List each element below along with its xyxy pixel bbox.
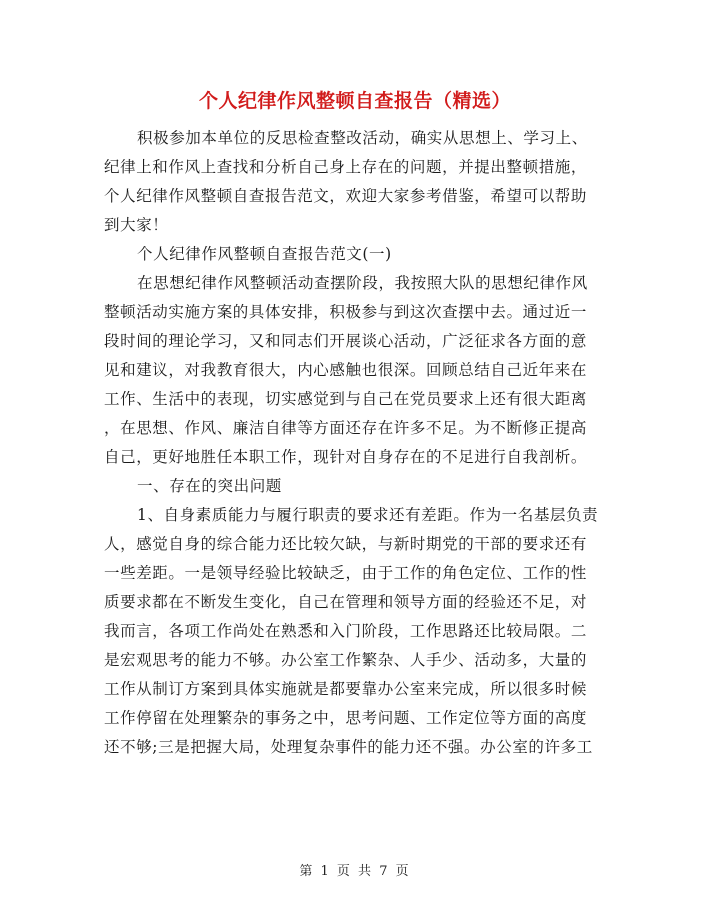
page-footer: 第 1 页 共 7 页	[299, 864, 411, 879]
paragraph-line: 是宏观思考的能力不够。办公室工作繁杂、人手少、活动多，大量的	[104, 651, 588, 669]
paragraph-line: 个人纪律作风整顿自查报告范文，欢迎大家参考借鉴，希望可以帮助	[104, 187, 588, 205]
paragraph-line: 自己，更好地胜任本职工作，现针对自身存在的不足进行自我剖析。	[104, 448, 588, 466]
paragraph-line: 人，感觉自身的综合能力还比较欠缺，与新时期党的干部的要求还有	[104, 535, 588, 553]
section-heading: 个人纪律作风整顿自查报告范文(一)	[137, 245, 392, 263]
paragraph-line: 我而言，各项工作尚处在熟悉和入门阶段，工作思路还比较局限。二	[104, 622, 588, 640]
paragraph-line: 工作、生活中的表现，切实感觉到与自己在党员要求上还有很大距离	[104, 390, 588, 408]
paragraph-line: ，在思想、作风、廉洁自律等方面还存在许多不足。为不断修正提高	[104, 419, 588, 437]
paragraph-line: 1、自身素质能力与履行职责的要求还有差距。作为一名基层负责	[137, 506, 599, 524]
paragraph-line: 还不够;三是把握大局，处理复杂事件的能力还不强。办公室的许多工	[104, 738, 593, 756]
section-heading: 一、存在的突出问题	[137, 477, 282, 495]
paragraph-line: 见和建议，对我教育很大，内心感触也很深。回顾总结自己近年来在	[104, 361, 588, 379]
paragraph-line: 一些差距。一是领导经验比较缺乏，由于工作的角色定位、工作的性	[104, 564, 588, 582]
paragraph-line: 积极参加本单位的反思检查整改活动，确实从思想上、学习上、	[137, 129, 588, 147]
paragraph-line: 工作从制订方案到具体实施就是都要靠办公室来完成，所以很多时候	[104, 680, 588, 698]
paragraph-line: 在思想纪律作风整顿活动查摆阶段，我按照大队的思想纪律作风	[137, 274, 588, 292]
paragraph-line: 到大家！	[104, 216, 169, 234]
paragraph-line: 工作停留在处理繁杂的事务之中，思考问题、工作定位等方面的高度	[104, 709, 588, 727]
paragraph-line: 质要求都在不断发生变化，自己在管理和领导方面的经验还不足，对	[104, 593, 588, 611]
paragraph-line: 段时间的理论学习，又和同志们开展谈心活动，广泛征求各方面的意	[104, 332, 588, 350]
document-title: 个人纪律作风整顿自查报告（精选）	[198, 90, 511, 112]
document-body	[104, 124, 606, 762]
paragraph-line: 整顿活动实施方案的具体安排，积极参与到这次查摆中去。通过近一	[104, 303, 588, 321]
paragraph-line: 纪律上和作风上查找和分析自己身上存在的问题，并提出整顿措施，	[104, 158, 588, 176]
